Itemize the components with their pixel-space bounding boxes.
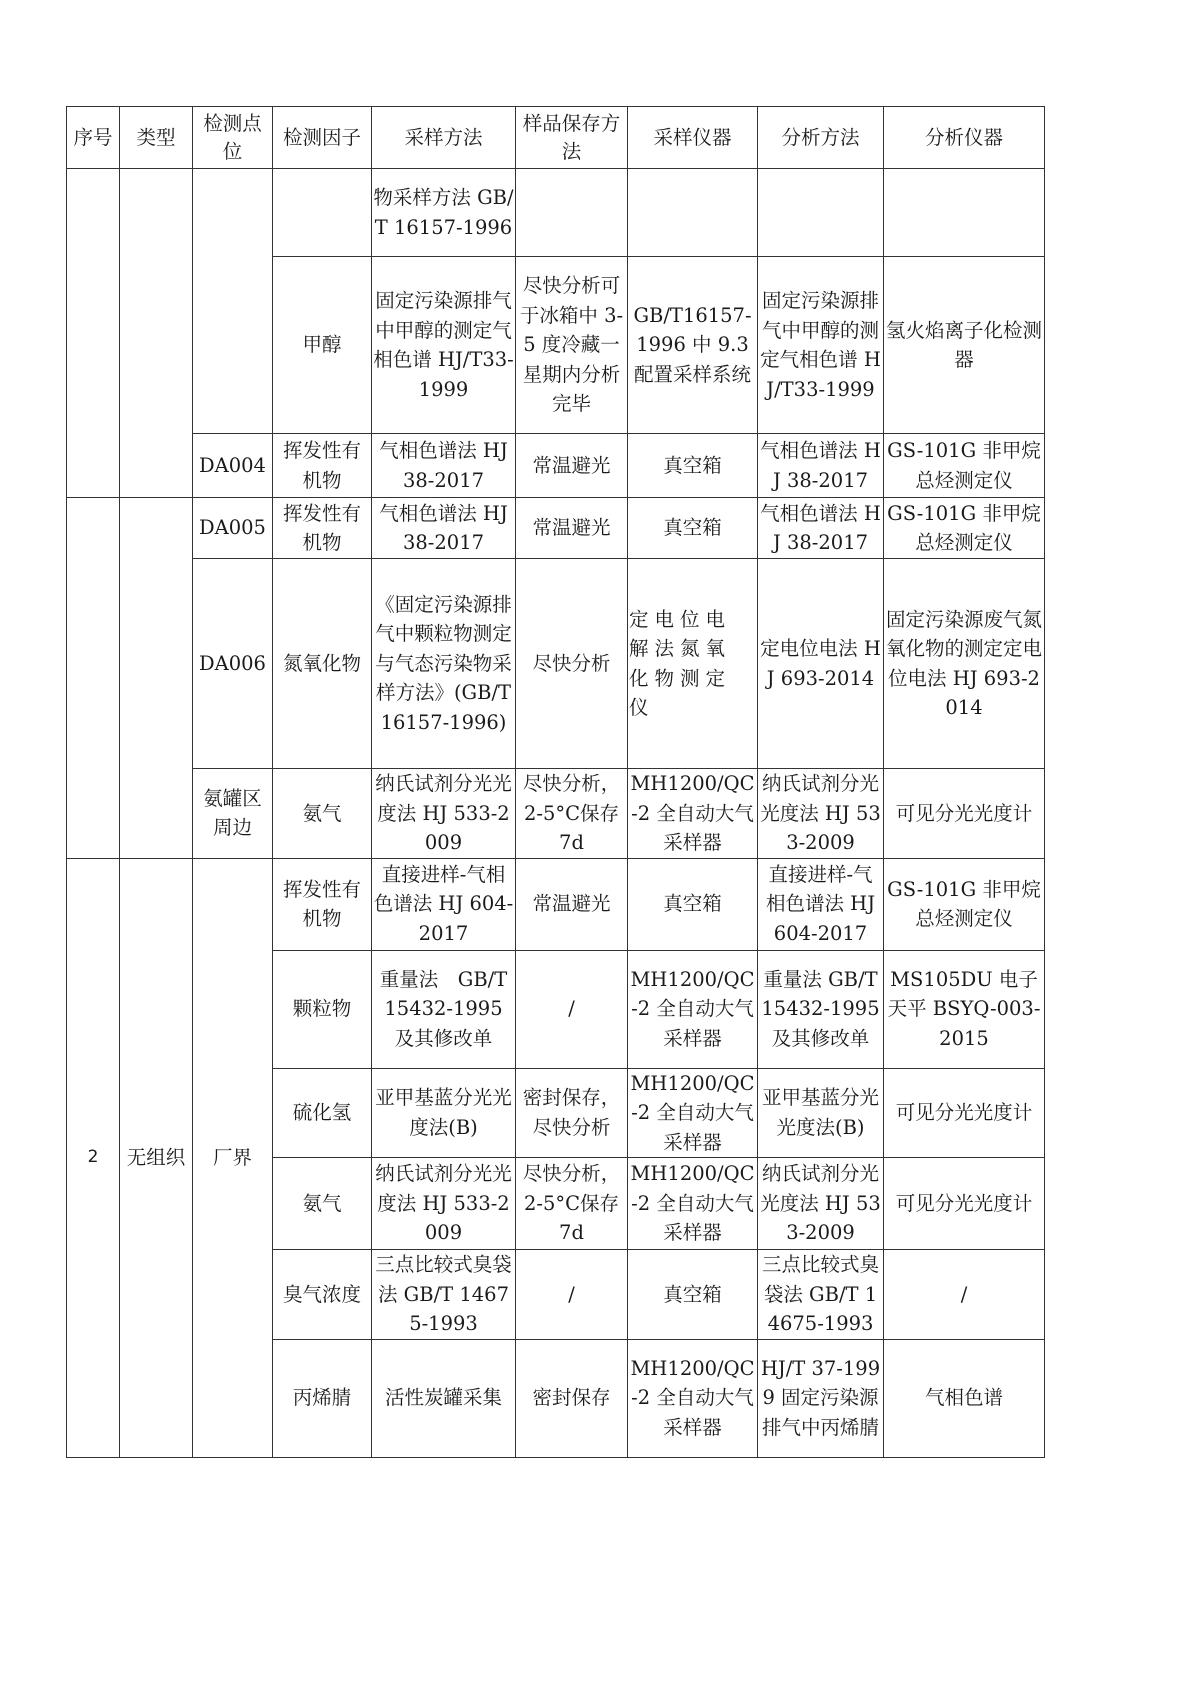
sampling-method-cell: 亚甲基蓝分光光度法(B) <box>372 1068 516 1158</box>
monitoring-methods-table <box>66 106 1045 1458</box>
point-cell: DA005 <box>193 498 273 559</box>
preservation-cell: 常温避光 <box>516 858 628 950</box>
point-cell: DA004 <box>193 434 273 498</box>
sampling-method-cell: 物采样方法 GB/T 16157-1996 <box>372 169 516 257</box>
analysis-method-cell: 三点比较式臭袋法 GB/T 14675-1993 <box>758 1250 884 1340</box>
header-analysis-method: 分析方法 <box>758 107 884 169</box>
table-row <box>67 498 1045 559</box>
sampling-method-cell: 三点比较式臭袋法 GB/T 14675-1993 <box>372 1250 516 1340</box>
preservation-cell: 尽快分析可于冰箱中 3-5 度冷藏一星期内分析完毕 <box>516 257 628 434</box>
table-row <box>67 858 1045 950</box>
preservation-cell: 密封保存，尽快分析 <box>516 1068 628 1158</box>
sampling-method-cell: 纳氏试剂分光光度法 HJ 533-2009 <box>372 1158 516 1250</box>
analysis-method-cell: 纳氏试剂分光光度法 HJ 533-2009 <box>758 769 884 859</box>
seq-cell <box>67 498 120 859</box>
seq-cell <box>67 169 120 498</box>
sampling-instrument-cell: MH1200/QC-2 全自动大气采样器 <box>628 769 758 859</box>
point-cell: 厂界 <box>193 858 273 1457</box>
seq-cell: 2 <box>67 858 120 1457</box>
preservation-cell: 常温避光 <box>516 434 628 498</box>
header-row <box>67 107 1045 169</box>
sampling-method-cell: 直接进样-气相色谱法 HJ 604-2017 <box>372 858 516 950</box>
type-cell: 无组织 <box>120 858 193 1457</box>
analysis-method-cell <box>758 169 884 257</box>
factor-cell: 挥发性有机物 <box>273 858 372 950</box>
header-preservation: 样品保存方法 <box>516 107 628 169</box>
sampling-instrument-cell: 真空箱 <box>628 1250 758 1340</box>
factor-cell: 氮氧化物 <box>273 559 372 769</box>
header-sampling-method: 采样方法 <box>372 107 516 169</box>
sampling-method-cell: 纳氏试剂分光光度法 HJ 533-2009 <box>372 769 516 859</box>
sampling-method-cell: 气相色谱法 HJ 38-2017 <box>372 434 516 498</box>
sampling-method-cell: 重量法 GB/T 15432-1995 及其修改单 <box>372 950 516 1068</box>
factor-cell: 挥发性有机物 <box>273 434 372 498</box>
analysis-instrument-cell: GS-101G 非甲烷总烃测定仪 <box>884 858 1045 950</box>
sampling-method-cell: 《固定污染源排气中颗粒物测定与气态污染物采样方法》(GB/T16157-1996) <box>372 559 516 769</box>
sampling-instrument-cell: 真空箱 <box>628 434 758 498</box>
sampling-instrument-cell: MH1200/QC-2 全自动大气采样器 <box>628 1068 758 1158</box>
point-cell <box>193 169 273 434</box>
table-row <box>67 559 1045 769</box>
sampling-instrument-cell: 真空箱 <box>628 858 758 950</box>
preservation-cell: 尽快分析，2-5°C保存 7d <box>516 769 628 859</box>
factor-cell: 丙烯腈 <box>273 1339 372 1457</box>
analysis-method-cell: 固定污染源排气中甲醇的测定气相色谱 HJ/T33-1999 <box>758 257 884 434</box>
preservation-cell: 尽快分析 <box>516 559 628 769</box>
table-row <box>67 434 1045 498</box>
preservation-cell: 密封保存 <box>516 1339 628 1457</box>
analysis-method-cell: 定电位电法 HJ 693-2014 <box>758 559 884 769</box>
analysis-instrument-cell: GS-101G 非甲烷总烃测定仪 <box>884 434 1045 498</box>
analysis-instrument-cell: 可见分光光度计 <box>884 1158 1045 1250</box>
factor-cell <box>273 169 372 257</box>
factor-cell: 氨气 <box>273 1158 372 1250</box>
sampling-instrument-cell: 定电位电解法氮氧化物测定仪 <box>628 559 758 769</box>
type-cell <box>120 169 193 498</box>
analysis-method-cell: 气相色谱法 HJ 38-2017 <box>758 498 884 559</box>
table-row <box>67 769 1045 859</box>
preservation-cell: / <box>516 1250 628 1340</box>
type-cell <box>120 498 193 859</box>
table-row <box>67 169 1045 257</box>
analysis-instrument-cell: 氢火焰离子化检测器 <box>884 257 1045 434</box>
sampling-instrument-cell: MH1200/QC-2 全自动大气采样器 <box>628 1339 758 1457</box>
factor-cell: 挥发性有机物 <box>273 498 372 559</box>
analysis-method-cell: 直接进样-气相色谱法 HJ 604-2017 <box>758 858 884 950</box>
analysis-instrument-cell: MS105DU 电子天平 BSYQ-003-2015 <box>884 950 1045 1068</box>
analysis-instrument-cell: 可见分光光度计 <box>884 769 1045 859</box>
factor-cell: 氨气 <box>273 769 372 859</box>
factor-cell: 甲醇 <box>273 257 372 434</box>
header-point: 检测点位 <box>193 107 273 169</box>
analysis-instrument-cell: 可见分光光度计 <box>884 1068 1045 1158</box>
analysis-instrument-cell <box>884 169 1045 257</box>
sampling-instrument-cell: MH1200/QC-2 全自动大气采样器 <box>628 1158 758 1250</box>
header-seq: 序号 <box>67 107 120 169</box>
preservation-cell <box>516 169 628 257</box>
analysis-method-cell: 纳氏试剂分光光度法 HJ 533-2009 <box>758 1158 884 1250</box>
preservation-cell: / <box>516 950 628 1068</box>
preservation-cell: 尽快分析，2-5°C保存 7d <box>516 1158 628 1250</box>
sampling-method-cell: 活性炭罐采集 <box>372 1339 516 1457</box>
analysis-method-cell: HJ/T 37-1999 固定污染源排气中丙烯腈 <box>758 1339 884 1457</box>
point-cell: DA006 <box>193 559 273 769</box>
sampling-method-cell: 气相色谱法 HJ 38-2017 <box>372 498 516 559</box>
analysis-instrument-cell: / <box>884 1250 1045 1340</box>
header-type: 类型 <box>120 107 193 169</box>
analysis-method-cell: 重量法 GB/T 15432-1995 及其修改单 <box>758 950 884 1068</box>
analysis-instrument-cell: 气相色谱 <box>884 1339 1045 1457</box>
preservation-cell: 常温避光 <box>516 498 628 559</box>
analysis-method-cell: 气相色谱法 HJ 38-2017 <box>758 434 884 498</box>
sampling-method-cell: 固定污染源排气中甲醇的测定气相色谱 HJ/T33-1999 <box>372 257 516 434</box>
analysis-instrument-cell: 固定污染源废气氮氧化物的测定定电位电法 HJ 693-2014 <box>884 559 1045 769</box>
analysis-instrument-cell: GS-101G 非甲烷总烃测定仪 <box>884 498 1045 559</box>
header-sampling-instrument: 采样仪器 <box>628 107 758 169</box>
header-analysis-instrument: 分析仪器 <box>884 107 1045 169</box>
sampling-instrument-cell: 真空箱 <box>628 498 758 559</box>
sampling-instrument-cell: MH1200/QC-2 全自动大气采样器 <box>628 950 758 1068</box>
point-cell: 氨罐区周边 <box>193 769 273 859</box>
sampling-instrument-cell <box>628 169 758 257</box>
factor-cell: 硫化氢 <box>273 1068 372 1158</box>
sampling-instrument-cell: GB/T16157-1996 中 9.3 配置采样系统 <box>628 257 758 434</box>
analysis-method-cell: 亚甲基蓝分光光度法(B) <box>758 1068 884 1158</box>
factor-cell: 颗粒物 <box>273 950 372 1068</box>
factor-cell: 臭气浓度 <box>273 1250 372 1340</box>
header-factor: 检测因子 <box>273 107 372 169</box>
